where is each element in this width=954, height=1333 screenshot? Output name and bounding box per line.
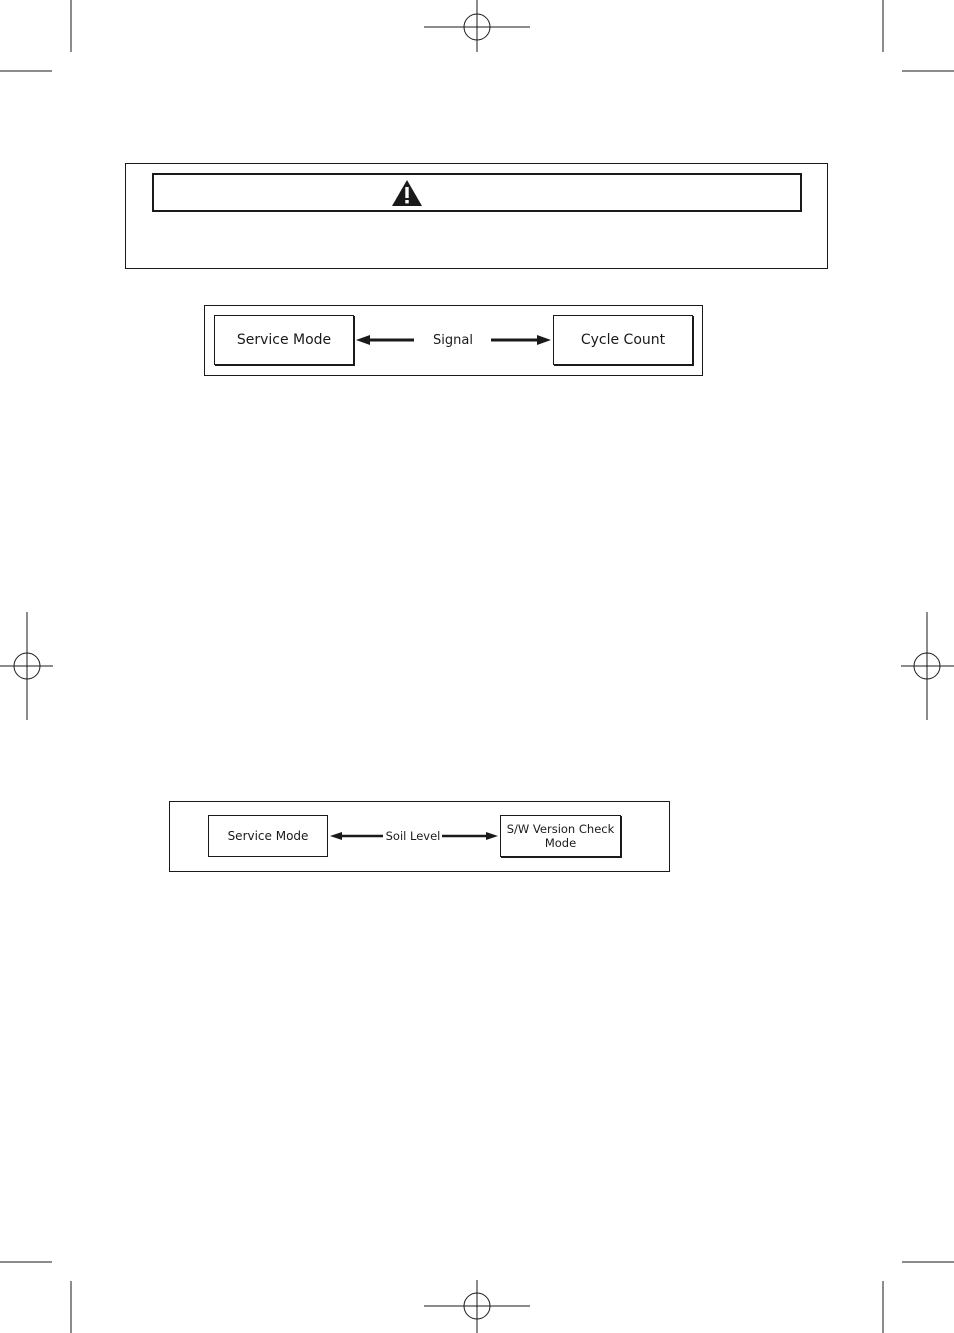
service-mode-node [214, 315, 354, 365]
soil-level-label: Soil Level [385, 829, 441, 843]
warning-header [152, 173, 802, 212]
cycle-count-node [553, 315, 693, 365]
service-mode-label: Service Mode [227, 829, 309, 843]
sw-version-check-mode-label: S/W Version Check Mode [506, 822, 615, 850]
registration-target-left [0, 612, 53, 720]
warning-triangle-icon [391, 179, 423, 207]
sw-version-check-mode-node [500, 815, 621, 857]
service-mode-node [208, 815, 328, 857]
signal-label: Signal [433, 332, 473, 348]
service-mode-label: Service Mode [236, 332, 332, 348]
registration-target-top [424, 0, 530, 52]
registration-target-right [901, 612, 954, 720]
cycle-count-label: Cycle Count [580, 332, 666, 348]
registration-target-bottom [424, 1280, 530, 1333]
